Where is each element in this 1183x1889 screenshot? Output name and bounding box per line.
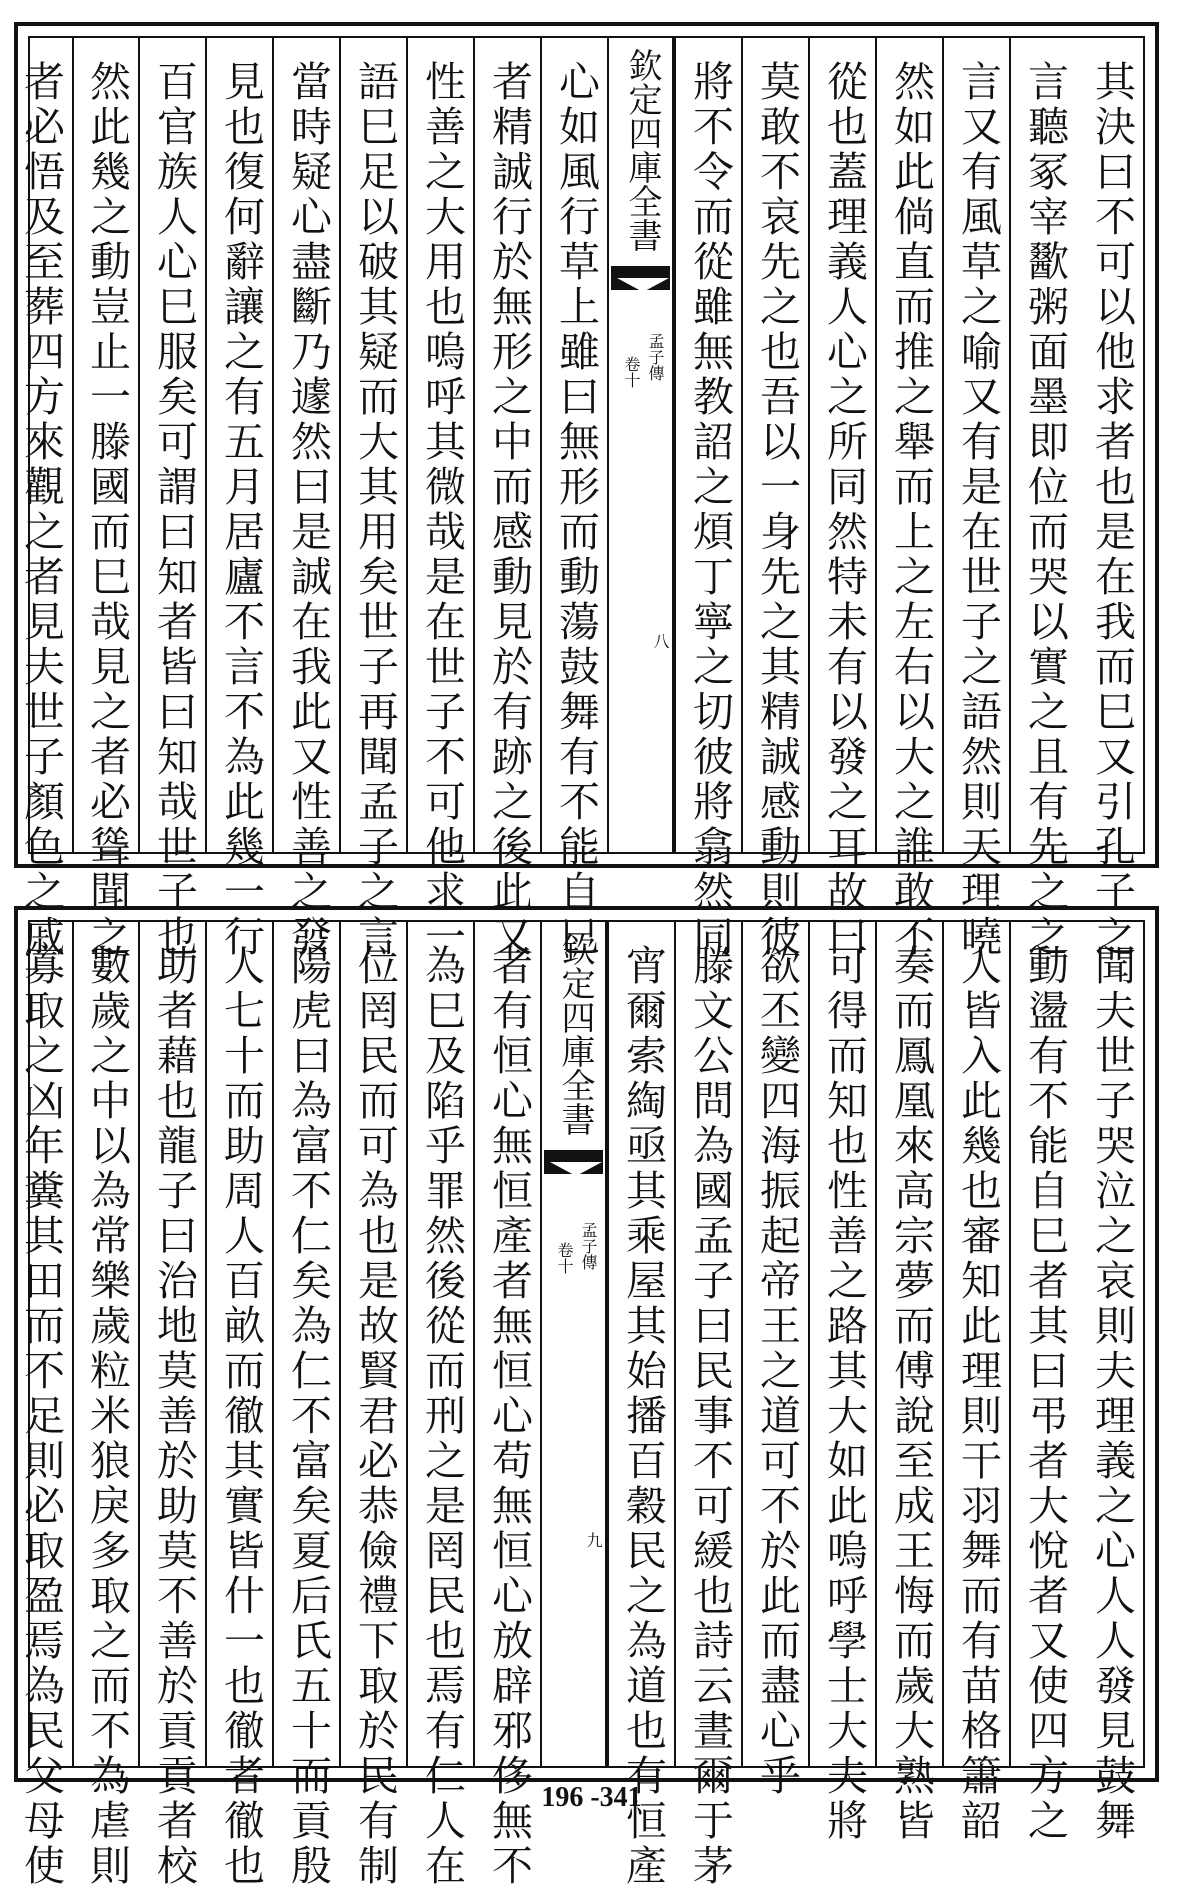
text-column: 奏而鳳凰來高宗夢而傅說至成王悔而歲大熟皆 (875, 922, 942, 1766)
text-column: 寡取之凶年糞其田而不足則必取盈焉為民父母使 (17, 944, 65, 1889)
text-column: 見也復何辭讓之有五月居廬不言不為此幾一行 (205, 38, 272, 852)
center-header-column (607, 38, 674, 852)
page-number: 九 (584, 1532, 603, 1548)
text-column: 其決曰不可以他求者也是在我而巳又引孔子之 (1088, 60, 1136, 960)
text-column: 然此幾之動豈止一滕國而巳哉見之者必聳聞之 (72, 38, 138, 852)
text-column: 人皆入此幾也審知此理則干羽舞而有苗格簫韶 (942, 922, 1009, 1766)
folio-number: 196 -341 (541, 1782, 642, 1813)
text-column: 言又有風草之喻又有是在世子之語然則天理曉 (942, 38, 1009, 852)
top-page (14, 22, 1159, 960)
text-column: 者有恒心無恒產者無恒心苟無恒心放辟邪侈無不 (473, 922, 540, 1766)
volume-label: 卷十 (622, 356, 641, 388)
text-column: 宵爾索綯亟其乘屋其始播百穀民之為道也有恒產 (607, 922, 674, 1766)
volume-label: 卷十 (555, 1242, 574, 1274)
text-column: 然如此倘直而推之舉而上之左右以大之誰敢不 (875, 38, 942, 852)
text-column: 數歲之中以為常樂歲粒米狼戾多取之而不為虐則 (72, 922, 138, 1766)
center-header-column (540, 922, 607, 1766)
page-number: 八 (651, 633, 670, 649)
text-column: 者精誠行於無形之中而感動見於有跡之後此又 (473, 38, 540, 852)
text-column: 助者藉也龍子曰治地莫善於助莫不善於貢貢者校 (138, 922, 205, 1766)
top-page-frame (17, 36, 1145, 960)
text-column: 者必悟及至葬四方來觀之者見夫世子顏色之戚 (17, 60, 65, 960)
section-title: 孟子傳 (646, 333, 665, 381)
text-column: 動盪有不能自巳者其曰弔者大悅者又使四方之 (1009, 922, 1076, 1766)
text-column: 人七十而助周人百畝而徹其實皆什一也徹者徹也 (205, 922, 272, 1766)
text-column: 可得而知也性善之路其大如此嗚呼學士大夫將 (808, 922, 875, 1766)
text-column: 陽虎曰為富不仁矣為仁不富矣夏后氏五十而貢殷 (272, 922, 339, 1766)
text-column: 性善之大用也嗚呼其微哉是在世子不可他求一 (406, 38, 473, 852)
text-column: 百官族人心巳服矣可謂曰知者皆曰知哉世子也 (138, 38, 205, 852)
text-column: 為巳及陷乎罪然後從而刑之是罔民也焉有仁人在 (406, 922, 473, 1766)
text-column: 語巳足以破其疑而大其用矣世子再聞孟子之言 (339, 38, 406, 852)
header-title: 欽定四庫全書 (622, 48, 662, 252)
text-column: 當時疑心盡斷乃遽然曰是誠在我此又性善之發 (272, 38, 339, 852)
text-column: 從也蓋理義人心之所同然特未有以發之耳故曰 (808, 38, 875, 852)
text-column: 心如風行草上雖曰無形而動蕩鼓舞有不能自巳 (540, 38, 607, 852)
fish-tail-mark (611, 266, 670, 290)
text-column: 莫敢不哀先之也吾以一身先之其精誠感動則彼 (741, 38, 808, 852)
section-title: 孟子傳 (579, 1222, 598, 1270)
header-title: 欽定四庫全書 (555, 932, 595, 1136)
text-column: 言聽冢宰歠粥面墨即位而哭以實之且有先之之 (1009, 38, 1076, 852)
fish-tail-mark (544, 1150, 603, 1174)
text-column: 將不令而從雖無教詔之煩丁寧之切彼將翕然同 (674, 38, 741, 852)
text-column: 滕文公問為國孟子曰民事不可緩也詩云晝爾于茅 (674, 922, 741, 1766)
text-column: 欲丕變四海振起帝王之道可不於此而盡心乎 (741, 922, 808, 1766)
text-column: 位罔民而可為也是故賢君必恭儉禮下取於民有制 (339, 922, 406, 1766)
text-column: 聞夫世子哭泣之哀則夫理義之心人人發見鼓舞 (1088, 944, 1136, 1844)
